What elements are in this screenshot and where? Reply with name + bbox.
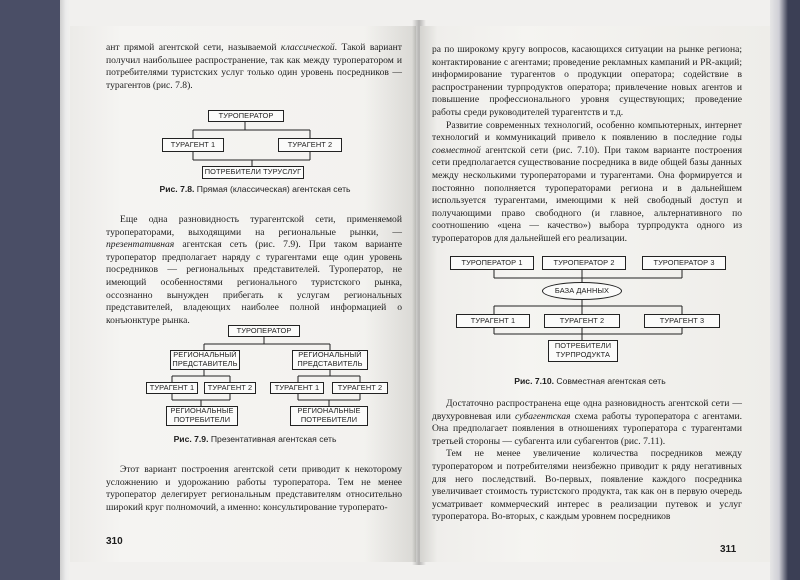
fig78-touroperator: ТУРОПЕРАТОР <box>208 110 284 122</box>
left-paragraph-3: Этот вариант построения агентской сети приводит к некоторому усложнению и удорожанию работы туроператора. Тем не менее туроператор делегирует региональным представителям относительно широкий круг полномочий, а именно: консультирование туроперато- <box>106 464 402 513</box>
fig79-touroperator: ТУРОПЕРАТОР <box>228 325 300 337</box>
fig78-caption: Рис. 7.8. Прямая (классическая) агентская сеть <box>159 184 351 194</box>
fig78-consumers: ПОТРЕБИТЕЛИ ТУРУСЛУГ <box>202 166 304 179</box>
left-paragraph-1: ант прямой агентской сети, называемой классической. Такой вариант получил наибольшее распространение, так как между туроператором и потребителями туристских услуг только один уровень посредников — турагентов (рис. 7.8). <box>106 42 402 91</box>
page-number-left: 310 <box>106 536 123 547</box>
fig79-regional-consumers-2: РЕГИОНАЛЬНЫЕ ПОТРЕБИТЕЛИ <box>290 406 368 426</box>
right-paragraph-4: Тем не менее увеличение количества посредников между туроператором и потребителями неизбежно приводит к ряду негативных для него последствий. Во-первых, появление каждого посредника увеличивает стоимость туристского продукта, так как он в первую очередь усматривает коммерческий интерес в реализации путевок и услуг туроператора. Во-вторых, с каждым уровнем посредников <box>432 448 742 523</box>
fig710-agent-2: ТУРАГЕНТ 2 <box>544 314 620 328</box>
fig710-touroperator-2: ТУРОПЕРАТОР 2 <box>542 256 626 270</box>
fig79-agent-2b: ТУРАГЕНТ 2 <box>332 382 388 394</box>
fig710-agent-1: ТУРАГЕНТ 1 <box>456 314 530 328</box>
fig79-regional-rep-1: РЕГИОНАЛЬНЫЙ ПРЕДСТАВИТЕЛЬ <box>170 350 240 370</box>
fig79-agent-1b: ТУРАГЕНТ 1 <box>270 382 324 394</box>
fig710-database: БАЗА ДАННЫХ <box>542 282 622 300</box>
fig78-agent-2: ТУРАГЕНТ 2 <box>278 138 342 152</box>
left-paragraph-2: Еще одна разновидность турагентской сети, применяемой туроператорами, выходящими на региональные рынки, — презентативная агентская сеть (рис. 7.9). При таком варианте туроператор предполагает наряду с турагентами еще один уровень посредников — региональных представителей. Туроператор, не имеющий особенностями регионального туристского рынка, оссознанно вынужден прибегать к услугам региональных представителей, владеющих наиболее полной информацией о конъюнктуре рынка. <box>106 214 402 326</box>
fig79-regional-consumers-1: РЕГИОНАЛЬНЫЕ ПОТРЕБИТЕЛИ <box>166 406 238 426</box>
fig79-caption: Рис. 7.9. Презентативная агентская сеть <box>173 434 337 444</box>
fig710-consumers: ПОТРЕБИТЕЛИ ТУРПРОДУКТА <box>548 340 618 362</box>
fig79-regional-rep-2: РЕГИОНАЛЬНЫЙ ПРЕДСТАВИТЕЛЬ <box>292 350 368 370</box>
fig78-agent-1: ТУРАГЕНТ 1 <box>162 138 224 152</box>
fig710-touroperator-3: ТУРОПЕРАТОР 3 <box>642 256 726 270</box>
fig710-caption: Рис. 7.10. Совместная агентская сеть <box>514 376 666 386</box>
right-term-joint: совместной <box>432 144 481 156</box>
right-paragraph-1: ра по широкому кругу вопросов, касающихся ситуации на рынке региона; контактирование с агентами; проведение рекламных кампаний и PR-акций; информирование турагентов о продукции оператора; содействие в распространении турпродуктов оператора; привлечение новых агентов и повышение профессионального уровня существующих; проведение работы среди руководителей турагентств и т.д. <box>432 44 742 118</box>
right-term-subagent: субагентская <box>514 410 571 422</box>
fig79-agent-1a: ТУРАГЕНТ 1 <box>146 382 198 394</box>
fig79-agent-2a: ТУРАГЕНТ 2 <box>204 382 256 394</box>
page-number-right: 311 <box>720 544 737 555</box>
left-term-presentative: презентативная <box>106 239 175 251</box>
page-edges <box>770 0 800 580</box>
left-page <box>70 26 416 562</box>
fig710-agent-3: ТУРАГЕНТ 3 <box>644 314 720 328</box>
left-term-classic: классической <box>280 42 335 53</box>
fig710-touroperator-1: ТУРОПЕРАТОР 1 <box>450 256 534 270</box>
right-paragraph-2: Развитие современных технологий, особенно компьютерных, интернет технологий и коммуникаций привело к появлению в последние годы совместной агентской сети (рис. 7.10). При таком варианте построения сети предполагается существование посредника в виде общей базы данных между несколькими туроператорами и турагентами. Она формируется и постоянно пополняется туроператорами региона и в дальнейшем используется турагентами, имеющими к ней свободный доступ и получающими право свободного (и главное, альтернативного по соотношению «цена — качество») выбора турпродукта одного из туроператоров для дальнейшей его реализации. <box>432 119 742 244</box>
right-paragraph-3: Достаточно распространена еще одна разновидность агентской сети — двухуровневая или субагентская схема работы туроператора с агентами. Она предполагает появления в отношениях туроператора с турагентами третьей стороны — субагента или субагентов (рис. 7.11). <box>432 398 742 447</box>
right-page <box>420 26 770 562</box>
